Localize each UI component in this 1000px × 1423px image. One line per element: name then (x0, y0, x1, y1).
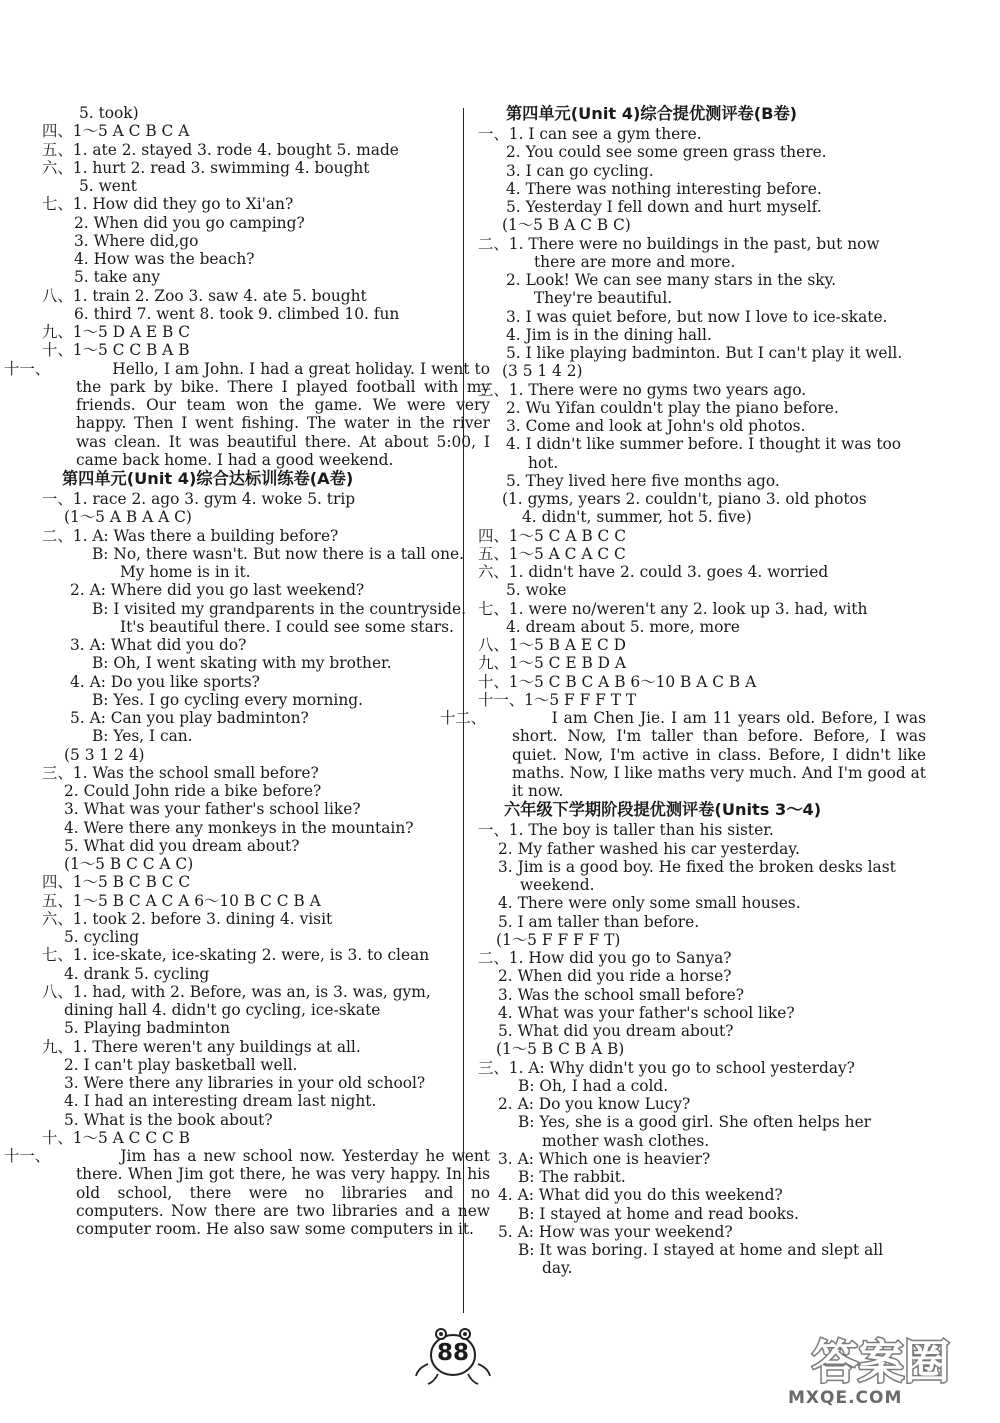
answer-line: 2. I can't play basketball well. (64, 1055, 298, 1074)
answer-text: Jim has a new school now. Yesterday he went there. When Jim got there, he was very happy. In his old school, there were no libraries and no computers. Now there are two libraries and a new computer room. He also saw some computers in it. (76, 1147, 490, 1238)
answer-line: 三、1. Was the school small before? (42, 763, 319, 782)
section-heading: 第四单元(Unit 4)综合达标训练卷(A卷) (62, 469, 354, 488)
answer-line: (1. gyms, years 2. couldn't, piano 3. old photos (502, 490, 867, 508)
answer-line: B: Oh, I had a cold. (518, 1076, 669, 1095)
answer-line: B: It was boring. I stayed at home and slept all (518, 1241, 884, 1259)
answer-line: 4. Jim is in the dining hall. (506, 325, 712, 344)
answer-line: 一、1. race 2. ago 3. gym 4. woke 5. trip (42, 490, 356, 508)
answer-line: 4. A: What did you do this weekend? (498, 1186, 783, 1205)
answer-line: 一、1. The boy is taller than his sister. (478, 821, 774, 840)
answer-line: 六、1. didn't have 2. could 3. goes 4. worried (478, 563, 829, 581)
answer-line: 2. A: Do you know Lucy? (498, 1095, 691, 1113)
answer-line: It's beautiful there. I could see some stars. (120, 617, 454, 636)
answer-text: Hello, I am John. I had a great holiday. I went to the park by bike. There I played football with my friends. Our team won the game. We were very happy. Then I went fishing. The water in the river was clean. It was beautiful there. At about 5:00, I came back home. I had a good weekend. (76, 359, 490, 469)
answer-line: 十、1～5 C B C A B 6～10 B A C B A (478, 672, 757, 691)
answer-line: B: I visited my grandparents in the countryside. (92, 599, 466, 618)
answer-line: 五、1～5 A C A C C (478, 544, 626, 563)
answer-line: 八、1. train 2. Zoo 3. saw 4. ate 5. bought (42, 286, 367, 305)
answer-line: 6. third 7. went 8. took 9. climbed 10. fun (74, 304, 400, 323)
answer-line: (1～5 B A C B C) (502, 216, 631, 235)
answer-line: day. (542, 1259, 573, 1278)
answer-line: 3. What was your father's school like? (64, 800, 361, 819)
answer-line: 二、1. There were no buildings in the past, but now (478, 234, 880, 253)
answer-line: 5. went (79, 177, 137, 195)
answer-line: 5. A: How was your weekend? (498, 1222, 733, 1241)
answer-line: 一、1. I can see a gym there. (478, 125, 702, 143)
svg-text:答案圈: 答案圈 (812, 1335, 950, 1389)
answer-line: 七、1. were no/weren't any 2. look up 3. had, with (478, 599, 868, 618)
answer-line: 5. What did you dream about? (498, 1022, 734, 1040)
answer-line: 八、1. had, with 2. Before, was an, is 3. was, gym, (42, 982, 431, 1001)
answer-line: 四、1～5 A C B C A (42, 122, 190, 141)
answer-line: 5. took) (79, 104, 139, 122)
answer-line: 4. There were only some small houses. (498, 894, 801, 913)
answer-line: 4. I didn't like summer before. I thought it was too (506, 435, 902, 454)
answer-line: 3. Come and look at John's old photos. (506, 417, 806, 435)
answer-line: 五、1. ate 2. stayed 3. rode 4. bought 5. made (42, 140, 399, 159)
answer-line: 5. I am taller than before. (498, 912, 700, 931)
answer-line: 4. A: Do you like sports? (70, 672, 260, 691)
answer-line: 二、1. How did you go to Sanya? (478, 949, 732, 967)
answer-line: B: I stayed at home and read books. (518, 1204, 799, 1223)
answer-line: 2. Could John ride a bike before? (64, 782, 322, 800)
answer-line: 七、1. How did they go to Xi'an? (42, 195, 294, 214)
answer-line: B: Yes, she is a good girl. She often helps her (518, 1113, 872, 1132)
answer-line: 六、1. hurt 2. read 3. swimming 4. bought (42, 158, 370, 177)
answer-line: 5. What is the book about? (64, 1110, 273, 1129)
answer-line: 3. A: What did you do? (70, 636, 247, 654)
answer-line: 4. There was nothing interesting before. (506, 179, 822, 198)
right-column (440, 104, 926, 1278)
answer-line: B: Yes. I go cycling every morning. (92, 690, 363, 709)
answer-line: 5. A: Can you play badminton? (70, 709, 309, 727)
section-heading: 第四单元(Unit 4)综合提优测评卷(B卷) (506, 104, 798, 123)
answer-line: 4. didn't, summer, hot 5. five) (522, 508, 752, 527)
answer-line: 5. Playing badminton (64, 1019, 230, 1038)
answer-line: 八、1～5 B A E C D (478, 636, 626, 654)
question-number: 十一、 (4, 1147, 51, 1165)
answer-line: 3. Was the school small before? (498, 985, 744, 1004)
answer-line: 3. Where did,go (74, 231, 199, 250)
question-number: 十二、 (440, 709, 487, 727)
answer-line: (1～5 F F F F T) (496, 930, 621, 949)
answer-line: 3. I can go cycling. (506, 161, 654, 180)
answer-text: I am Chen Jie. I am 11 years old. Before, I was short. Now, I'm taller than before. Before, I was quiet. Now, I'm active in class. Before, I didn't like maths. Now, I like maths very much. And I'm good at it now. (512, 709, 926, 800)
answer-line: (3 5 1 4 2) (502, 362, 583, 381)
answer-line: mother wash clothes. (542, 1131, 710, 1150)
answer-line: 2. Look! We can see many stars in the sky. (506, 271, 837, 289)
writing-answer (4, 1147, 490, 1238)
answer-line: 5. take any (74, 268, 161, 287)
answer-line: 五、1～5 B C A C A 6～10 B C C B A (42, 891, 321, 910)
answer-line: dining hall 4. didn't go cycling, ice-skate (64, 1001, 381, 1019)
answer-line: 九、1～5 C E B D A (478, 654, 626, 673)
answer-line: (1～5 A B A A C) (64, 508, 192, 527)
answer-line: 5. woke (506, 581, 567, 600)
answer-line: 4. dream about 5. more, more (506, 617, 740, 636)
answer-line: 2. A: Where did you go last weekend? (70, 581, 365, 600)
answer-line: 九、1. There weren't any buildings at all. (42, 1037, 361, 1056)
answer-line: there are more and more. (534, 252, 736, 271)
answer-line: 七、1. ice-skate, ice-skating 2. were, is 3. to clean (42, 946, 430, 965)
answer-line: (1～5 B C C A C) (64, 855, 194, 873)
answer-line: 4. What was your father's school like? (498, 1003, 795, 1022)
answer-line: (5 3 1 2 4) (64, 745, 145, 764)
answer-line: 4. Were there any monkeys in the mountain? (64, 818, 414, 837)
answer-line: 3. A: Which one is heavier? (498, 1149, 711, 1168)
answer-line: B: Oh, I went skating with my brother. (92, 654, 392, 673)
answer-line: 九、1～5 D A E B C (42, 323, 190, 341)
answer-line: 4. I had an interesting dream last night. (64, 1092, 377, 1111)
answer-line: 十一、1～5 F F F T T (478, 690, 637, 709)
answer-line: 2. When did you go camping? (74, 213, 305, 232)
answer-line: 十、1～5 A C C C B (42, 1128, 190, 1147)
answer-line: (1～5 B C B A B) (496, 1040, 625, 1059)
answer-line: 2. Wu Yifan couldn't play the piano before. (506, 398, 839, 417)
answer-line: They're beautiful. (534, 289, 673, 308)
answer-line: 三、1. There were no gyms two years ago. (478, 380, 807, 399)
answer-line: 2. When did you ride a horse? (498, 967, 732, 986)
answer-line: 二、1. A: Was there a building before? (42, 526, 339, 545)
answer-line: My home is in it. (120, 563, 251, 581)
answer-line: 3. Were there any libraries in your old school? (64, 1074, 426, 1092)
answer-line: 六、1. took 2. before 3. dining 4. visit (42, 909, 333, 928)
answer-line: B: No, there wasn't. But now there is a tall one. (92, 544, 464, 563)
answer-line: 5. Yesterday I fell down and hurt myself. (506, 198, 822, 216)
answer-line: B: The rabbit. (518, 1168, 626, 1186)
answer-line: weekend. (520, 876, 595, 894)
answer-line: 2. You could see some green grass there. (506, 143, 827, 162)
answer-line: 3. Jim is a good boy. He fixed the broken desks last (498, 857, 896, 876)
writing-answer (4, 359, 490, 470)
page-number: 88 (436, 1340, 469, 1366)
answer-line: 三、1. A: Why didn't you go to school yesterday? (478, 1058, 855, 1077)
answer-line: 四、1～5 B C B C C (42, 873, 191, 892)
answer-line: 4. drank 5. cycling (64, 964, 210, 983)
answer-line: 5. What did you dream about? (64, 836, 300, 855)
question-number: 十一、 (4, 359, 51, 378)
answer-line: 5. I like playing badminton. But I can't play it well. (506, 344, 903, 362)
section-heading: 六年级下学期阶段提优测评卷(Units 3～4) (504, 800, 822, 820)
answer-line: 2. My father washed his car yesterday. (498, 839, 800, 858)
answer-line: hot. (528, 453, 559, 472)
answer-line: 4. How was the beach? (74, 250, 255, 268)
answer-line: B: Yes, I can. (92, 727, 193, 746)
watermark-site: MXQE.COM (788, 1388, 903, 1408)
answer-line: 四、1～5 C A B C C (478, 526, 626, 545)
writing-answer (440, 709, 926, 800)
answer-line: 5. They lived here five months ago. (506, 471, 780, 490)
answer-line: 5. cycling (64, 928, 140, 946)
answer-line: 3. I was quiet before, but now I love to ice-skate. (506, 307, 888, 326)
answer-line: 十、1～5 C C B A B (42, 341, 190, 360)
